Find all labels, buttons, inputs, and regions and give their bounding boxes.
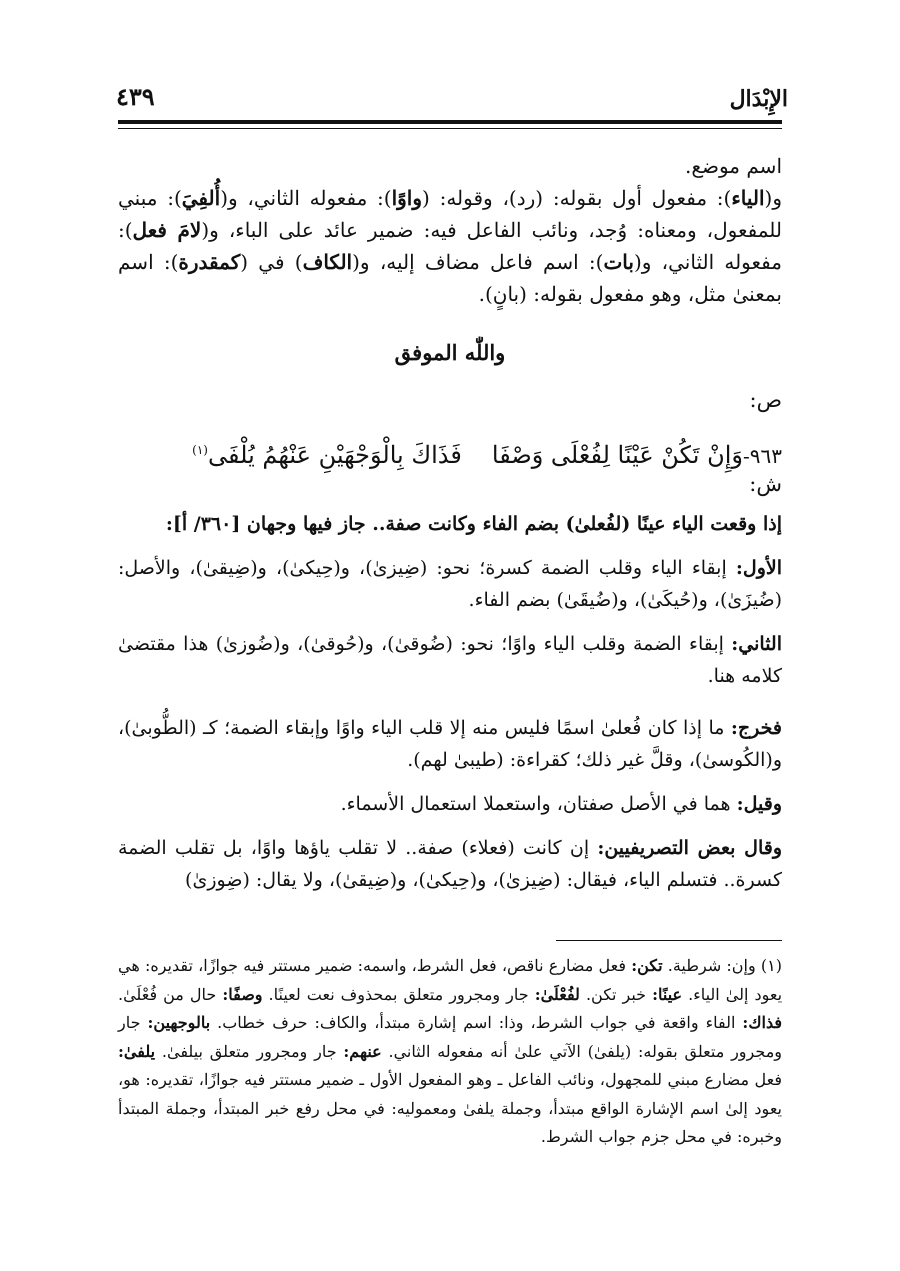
footnote <box>118 952 782 1152</box>
section-exclusion <box>118 712 782 776</box>
section-intro: إذا وقعت الياء عينًا (لفُعلىٰ) بضم الفاء وكانت صفة.. جاز فيها وجهان [٣٦٠/ أ]: <box>165 513 782 535</box>
text-run: ): مفعوله الثاني، و( <box>118 218 782 274</box>
section-said <box>118 788 782 820</box>
text-run: جار ومجرور متعلق بقوله: (يلفىٰ) الآتي علىٰ أنه مفعوله الثاني. <box>118 1013 782 1061</box>
section-morphologists <box>118 832 782 896</box>
text-run: هما في الأصل صفتان، واستعملا استعمال الأسماء. <box>340 793 737 815</box>
bold-term: لامَ فعل <box>132 218 202 242</box>
bold-term: وقال بعض التصريفيين: <box>597 837 782 859</box>
bold-term: عنهم: <box>343 1041 382 1061</box>
bold-term: الثاني: <box>731 633 782 655</box>
text-run: إن كانت (فعلاء) صفة.. لا تقلب ياؤها واوًا، بل تقلب الضمة كسرة.. فتسلم الياء، فيقال: (ضِيزىٰ)، و(حِيكىٰ)، و(ضِيقىٰ)، ولا يقال: (ضِوزىٰ) <box>118 837 782 891</box>
bold-term: الأول: <box>735 557 782 579</box>
page-number: ٤٣٩ <box>116 82 155 111</box>
bold-term: وصفًا: <box>222 984 263 1004</box>
text-run: (١) وإن: شرطية. <box>662 956 782 975</box>
text-run: ): مفعوله الثاني، و( <box>220 186 392 210</box>
bold-term: عينًا: <box>652 984 683 1004</box>
bold-term: تكن: <box>631 956 663 975</box>
bold-term: بالوجهين: <box>147 1013 211 1032</box>
section-second <box>118 628 782 692</box>
text-run: و( <box>764 186 782 210</box>
header-rule-thick <box>118 120 782 124</box>
bold-term: فذاك: <box>742 1013 783 1032</box>
footnote-marker: (١) <box>192 443 208 457</box>
text-run: إبقاء الياء وقلب الضمة كسرة؛ نحو: (ضِيزىٰ)، و(حِيكىٰ)، و(ضِيقىٰ)، والأصل: (ضُيزَىٰ)، و(حُيكَىٰ)، و(ضُيقَىٰ) بضم الفاء. <box>118 557 782 611</box>
bold-term: الكاف <box>302 250 353 274</box>
text-run: فعل مضارع ناقص، فعل الشرط، واسمه: ضمير مستتر فيه جوازًا، تقديره: هي يعود إلىٰ الياء. <box>118 956 783 1004</box>
line-place-name: اسم موضع. <box>684 154 782 178</box>
bold-term: وقيل: <box>736 793 782 815</box>
grammar-paragraph <box>118 182 782 310</box>
verse-first-hemistich: وَإِنْ تَكُنْ عَيْنًا لِفُعْلَى وَصْفَا <box>491 441 743 469</box>
text-run: جار ومجرور متعلق بيلفىٰ. <box>155 1041 344 1061</box>
poem-verse <box>118 430 782 476</box>
bold-term: فخرج: <box>730 717 782 739</box>
text-run: ): اسم فاعل مضاف إليه، و( <box>352 250 604 274</box>
text-run: حال من فُعْلَىٰ. <box>118 984 223 1004</box>
shin-label: ش: <box>749 472 782 496</box>
text-run: خبر تكن. <box>579 984 653 1004</box>
verse-second-hemistich: فَذَاكَ بِالْوَجْهَيْنِ عَنْهُمُ يُلْفَى <box>207 441 462 469</box>
bold-term: يلفىٰ: <box>118 1041 156 1061</box>
verse-number: ٩٦٣- <box>743 444 782 468</box>
text-run: ): اسم بمعنىٰ مثل، وهو مفعول بقوله: (بانٍ). <box>118 250 782 306</box>
bold-term: الياء <box>731 186 765 210</box>
sad-label: ص: <box>749 388 782 412</box>
text-run: الفاء واقعة في جواب الشرط، وذا: اسم إشارة مبتدأ، والكاف: حرف خطاب. <box>210 1013 743 1032</box>
bold-term: لفُعْلَىٰ: <box>534 984 580 1004</box>
text-run: جار ومجرور متعلق بمحذوف نعت لعينًا. <box>262 984 535 1004</box>
section-first <box>118 552 782 616</box>
bold-term: كمقدرة <box>178 250 241 274</box>
closing-phrase: واللّٰه الموفق <box>394 340 506 365</box>
bold-term: واوًا <box>391 186 423 210</box>
text-run: ): مبني للمفعول، ومعناه: وُجد، ونائب الفاعل فيه: ضمير عائد على الباء، و( <box>118 186 783 242</box>
text-run: إبقاء الضمة وقلب الياء واوًا؛ نحو: (ضُوقىٰ)، و(حُوقىٰ)، و(ضُوزىٰ) هذا مقتضىٰ كلامه هنا. <box>118 633 782 687</box>
bold-term: بات <box>603 250 634 274</box>
text-run: فعل مضارع مبني للمجهول، ونائب الفاعل ـ وهو المفعول الأول ـ ضمير مستتر فيه جوازًا، تقديره: هو، يعود إلىٰ اسم الإشارة الواقع مبتدأ، وجملة يلفىٰ ومعموليه: في محل رفع خبر المبتدأ، وجملة المبتدأ وخبره: في محل جزم جواب الشرط. <box>118 1070 782 1146</box>
header-rule-thin <box>118 128 782 129</box>
running-header-title: الإِبْدَال <box>729 86 788 112</box>
bold-term: أُلفِيَ <box>181 186 221 210</box>
commentary-block <box>118 150 782 310</box>
text-run: ): مفعول أول بقوله: (رد)، وقوله: ( <box>422 186 732 210</box>
text-run: ما إذا كان فُعلىٰ اسمًا فليس منه إلا قلب الياء واوًا وإبقاء الضمة؛ كـ (الطُّوبىٰ)، و(الكُوسىٰ)، وقلَّ غير ذلك؛ كقراءة: (طيبىٰ لهم). <box>118 717 782 771</box>
footnote-separator <box>556 940 782 941</box>
text-run: ) في ( <box>240 250 303 274</box>
